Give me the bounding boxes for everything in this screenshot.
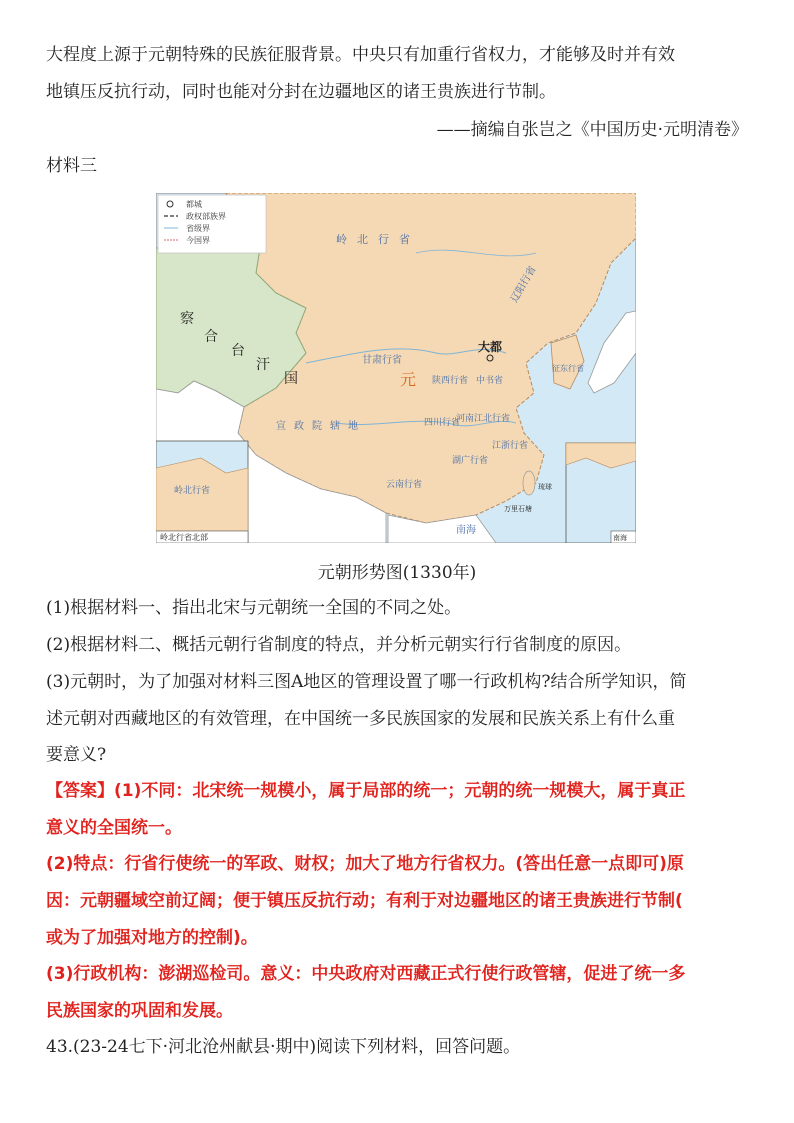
legend-item: 省级界	[186, 224, 210, 233]
region-label: 台	[231, 343, 245, 359]
answer-line: 或为了加强对地方的控制)。	[46, 928, 258, 948]
inset-title: 南海	[613, 534, 627, 542]
legend-item: 政权部族界	[186, 212, 226, 221]
region-label: 宣政院辖地	[276, 421, 366, 432]
source-citation: ——摘编自张岂之《中国历史·元明清卷》	[436, 120, 748, 140]
region-label: 察	[180, 311, 194, 327]
next-question: 43.(23-24七下·河北沧州献县·期中)阅读下列材料，回答问题。	[46, 1037, 521, 1057]
island-label: 万里石塘	[504, 505, 532, 513]
region-label: 江浙行省	[492, 441, 529, 451]
region-label: 四川行省	[424, 418, 461, 428]
question-line: (3)元朝时，为了加强对材料三图A地区的管理设置了哪一行政机构?结合所学知识，简	[46, 672, 687, 692]
region-label: 陕西行省	[432, 376, 469, 386]
yuan-label: 元	[400, 370, 417, 389]
material-label: 材料三	[46, 156, 97, 176]
region-label: 甘肃行省	[362, 355, 402, 366]
region-label: 辽阳行省	[509, 264, 539, 305]
region-label: 中书省	[476, 376, 504, 386]
region-label: 湖广行省	[452, 456, 489, 466]
answer-line: 意义的全国统一。	[46, 818, 182, 838]
map-caption: 元朝形势图(1330年)	[317, 563, 477, 583]
yuan-dynasty-map	[156, 193, 636, 543]
question-line: (1)根据材料一、指出北宋与元朝统一全国的不同之处。	[46, 598, 462, 618]
answer-line: 【答案】(1)不同：北宋统一规模小，属于局部的统一；元朝的统一规模大，属于真正	[46, 781, 686, 801]
answer-line: 因：元朝疆域空前辽阔；便于镇压反抗行动；有利于对边疆地区的诸王贵族进行节制(	[46, 891, 683, 911]
answer-line: (2)特点：行省行使统一的军政、财权；加大了地方行省权力。(答出任意一点即可)原	[46, 854, 684, 874]
question-line: 述元朝对西藏地区的有效管理，在中国统一多民族国家的发展和民族关系上有什么重	[46, 709, 675, 729]
region-label: 云南行省	[386, 480, 423, 490]
intro-line: 地镇压反抗行动，同时也能对分封在边疆地区的诸王贵族进行节制。	[46, 82, 556, 102]
inset-title: 岭北行省北部	[160, 533, 208, 542]
answer-line: 民族国家的巩固和发展。	[46, 1001, 233, 1021]
inset-region-label: 岭北行省	[174, 486, 211, 496]
legend-item: 今国界	[186, 236, 210, 245]
capital-label: 大都	[478, 340, 503, 354]
region-label: 岭北行省	[336, 233, 420, 246]
region-label: 合	[204, 329, 218, 345]
region-label: 国	[284, 371, 298, 387]
legend-item: 都城	[186, 200, 202, 209]
region-label: 汗	[256, 357, 270, 373]
region-label: 征东行省	[552, 364, 584, 373]
question-line: 要意义?	[46, 745, 107, 765]
question-line: (2)根据材料二、概括元朝行省制度的特点，并分析元朝实行行省制度的原因。	[46, 635, 632, 655]
intro-line: 大程度上源于元朝特殊的民族征服背景。中央只有加重行省权力，才能够及时并有效	[46, 45, 675, 65]
island-label: 琉球	[538, 483, 552, 491]
region-label: 河南江北行省	[456, 414, 511, 424]
answer-line: (3)行政机构：澎湖巡检司。意义：中央政府对西藏正式行使行政管辖，促进了统一多	[46, 964, 686, 984]
sea-label: 南海	[456, 525, 476, 536]
